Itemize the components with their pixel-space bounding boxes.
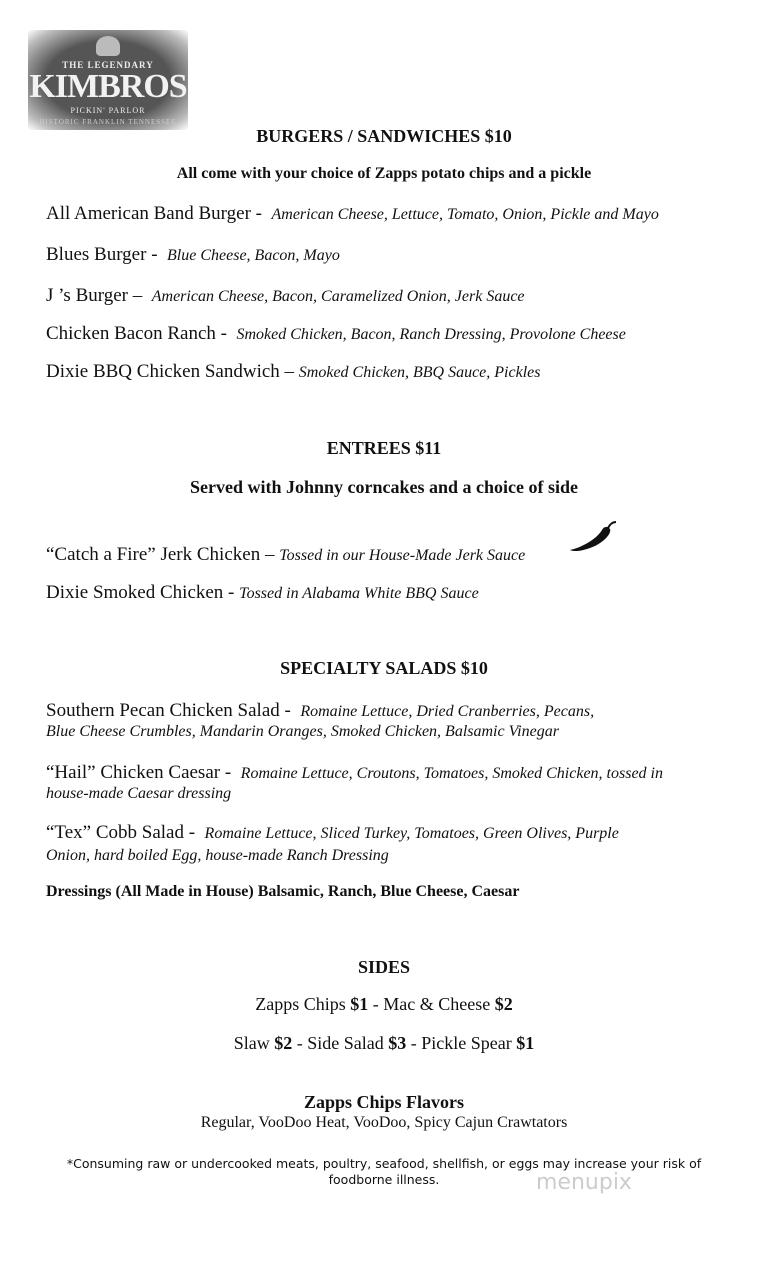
item-desc-cont: house-made Caesar dressing [46,785,232,802]
item-desc: Tossed in our House-Made Jerk Sauce [279,547,526,564]
side-name: - Pickle Spear [406,1033,517,1053]
item-name: “Tex” Cobb Salad - [46,822,196,843]
menu-item [46,822,619,844]
side-price: $1 [516,1033,535,1053]
menu-item [46,582,479,604]
side-name: - Mac & Cheese [368,994,495,1014]
item-name: “Hail” Chicken Caesar - [46,762,232,783]
side-name: Slaw [233,1033,275,1053]
side-price: $3 [388,1033,407,1053]
chips-heading: Zapps Chips Flavors [303,1092,465,1112]
item-name: Dixie Smoked Chicken - [46,582,235,603]
item-desc: Romaine Lettuce, Sliced Turkey, Tomatoes, Green Olives, Purple [204,825,619,842]
menu-item [46,203,659,225]
item-desc: Smoked Chicken, BBQ Sauce, Pickles [298,364,541,381]
burgers-heading: BURGERS / SANDWICHES $10 [256,126,512,146]
menu-item [46,544,525,566]
item-desc: Blue Cheese, Bacon, Mayo [167,247,340,264]
side-price: $1 [350,994,369,1014]
menu-item [46,762,663,784]
menu-item [46,244,340,266]
menu-item [46,323,626,345]
watermark: menupix [536,1170,632,1195]
logo-line: HISTORIC FRANKLIN TENNESSEE [39,118,177,126]
menu-item [46,361,540,383]
item-name: All American Band Burger - [46,203,262,224]
logo-line: THE LEGENDARY [62,60,154,70]
side-price: $2 [274,1033,293,1053]
item-desc-cont: Onion, hard boiled Egg, house-made Ranch Dressing [46,847,389,864]
sides-line [0,1033,768,1054]
kimbros-logo [28,30,188,130]
side-name: Zapps Chips [255,994,351,1014]
sides-heading: SIDES [357,957,411,977]
logo-line: PICKIN' PARLOR [70,106,146,115]
side-price: $2 [494,994,513,1014]
sides-line [0,994,768,1015]
item-name: Southern Pecan Chicken Salad - [46,700,291,721]
entrees-heading: ENTREES $11 [326,438,442,458]
logo-line: KIMBROS [29,68,187,105]
item-desc: Tossed in Alabama White BBQ Sauce [239,585,479,602]
rooster-icon [96,36,120,56]
item-desc: Smoked Chicken, Bacon, Ranch Dressing, Provolone Cheese [236,326,626,343]
item-desc-cont: Blue Cheese Crumbles, Mandarin Oranges, Smoked Chicken, Balsamic Vinegar [46,723,559,740]
menu-item [46,285,525,307]
burgers-subheading: All come with your choice of Zapps potato chips and a pickle [176,165,592,182]
item-name: “Catch a Fire” Jerk Chicken – [46,544,275,565]
menu-item [46,700,594,722]
salads-heading: SPECIALTY SALADS $10 [280,658,488,678]
chili-pepper-icon [566,520,618,554]
side-name: - Side Salad [292,1033,389,1053]
item-desc: American Cheese, Lettuce, Tomato, Onion, Pickle and Mayo [271,206,659,223]
item-name: Blues Burger - [46,244,158,265]
disclaimer-line: *Consuming raw or undercooked meats, poultry, seafood, shellfish, or eggs may increase your risk of [66,1156,702,1171]
item-name: Chicken Bacon Ranch - [46,323,227,344]
disclaimer-line: foodborne illness. [328,1172,440,1187]
dressings-note: Dressings (All Made in House) Balsamic, Ranch, Blue Cheese, Caesar [46,883,520,900]
item-desc: Romaine Lettuce, Dried Cranberries, Pecans, [300,703,595,720]
chips-flavors: Regular, VooDoo Heat, VooDoo, Spicy Cajun Crawtators [200,1114,568,1131]
entrees-subheading: Served with Johnny corncakes and a choice of side [189,477,578,497]
item-desc: American Cheese, Bacon, Caramelized Onion, Jerk Sauce [151,288,525,305]
item-desc: Romaine Lettuce, Croutons, Tomatoes, Smoked Chicken, tossed in [240,765,663,782]
item-name: J ’s Burger – [46,285,143,306]
item-name: Dixie BBQ Chicken Sandwich – [46,361,295,382]
